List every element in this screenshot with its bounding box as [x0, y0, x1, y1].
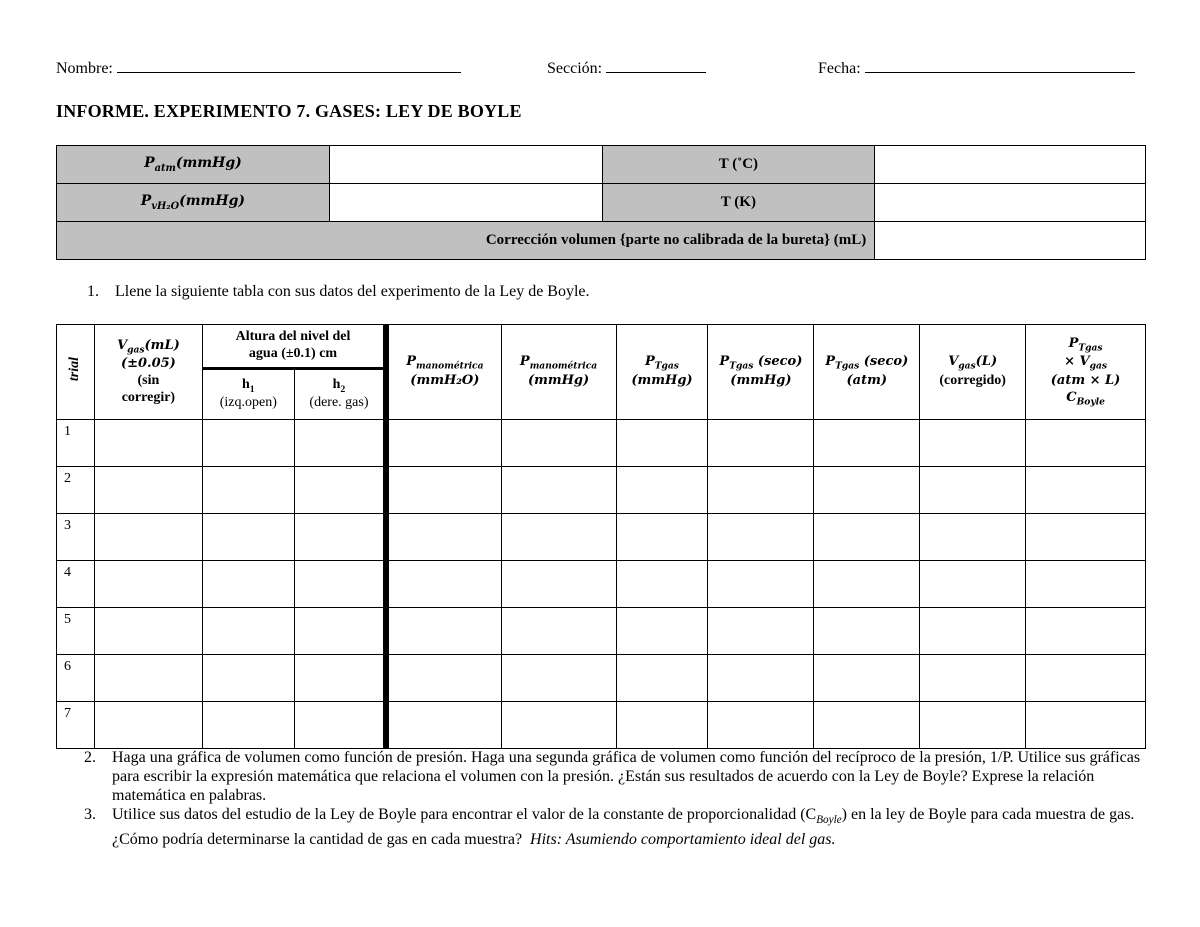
- instruction-1-text: Llene la siguiente tabla con sus datos del experimento de la Ley de Boyle.: [115, 283, 590, 300]
- data-cell[interactable]: [814, 514, 920, 561]
- data-cell[interactable]: [1026, 561, 1146, 608]
- data-cell[interactable]: [708, 702, 814, 749]
- boyle-data-table: [56, 324, 1146, 749]
- table-row: [57, 467, 1146, 514]
- data-cell[interactable]: [294, 608, 386, 655]
- data-cell[interactable]: [708, 655, 814, 702]
- data-cell[interactable]: [501, 561, 616, 608]
- nombre-blank[interactable]: [117, 58, 461, 73]
- data-cell[interactable]: [920, 420, 1026, 467]
- data-cell[interactable]: [202, 655, 294, 702]
- data-cell[interactable]: [94, 420, 202, 467]
- data-cell[interactable]: [616, 420, 708, 467]
- data-cell[interactable]: [814, 467, 920, 514]
- row-number: 1: [57, 420, 95, 467]
- data-cell[interactable]: [94, 702, 202, 749]
- data-cell[interactable]: [616, 514, 708, 561]
- data-cell[interactable]: [94, 467, 202, 514]
- data-cell[interactable]: [386, 514, 501, 561]
- row-number: 6: [57, 655, 95, 702]
- table-row: [57, 655, 1146, 702]
- instruction-3-sub: Boyle: [816, 814, 842, 827]
- data-cell[interactable]: [294, 467, 386, 514]
- data-cell[interactable]: [386, 655, 501, 702]
- data-cell[interactable]: [202, 420, 294, 467]
- data-cell[interactable]: [920, 514, 1026, 561]
- volume-correction-value-cell[interactable]: [875, 222, 1146, 260]
- data-cell[interactable]: [294, 702, 386, 749]
- data-cell[interactable]: [1026, 702, 1146, 749]
- data-cell[interactable]: [814, 655, 920, 702]
- instruction-3: [56, 805, 1146, 849]
- volume-correction-label: Corrección volumen {parte no calibrada de la bureta} (mL): [57, 222, 875, 260]
- instruction-1-number: 1.: [87, 283, 99, 300]
- instruction-2-text: Haga una gráfica de volumen como función de presión. Haga una segunda gráfica de volumen como función del recíproco de la presión, 1/P. Utilice sus gráficas para escribir la expresión matemática que relaciona el volumen con la presión. ¿Están sus resultados de acuerdo con la Ley de Boyle? Exprese la relación matemática en palabras.: [112, 749, 1141, 804]
- data-cell[interactable]: [94, 561, 202, 608]
- nombre-field: [56, 58, 461, 78]
- conditions-table: [56, 145, 1146, 260]
- instructions-list: [56, 748, 1146, 849]
- data-cell[interactable]: [814, 561, 920, 608]
- data-cell[interactable]: [294, 655, 386, 702]
- fecha-blank[interactable]: [865, 58, 1135, 73]
- data-cell[interactable]: [1026, 608, 1146, 655]
- instruction-3-text-a: Utilice sus datos del estudio de la Ley de Boyle para encontrar el valor de la constante de proporcionalidad (C: [112, 806, 817, 823]
- data-cell[interactable]: [94, 608, 202, 655]
- data-cell[interactable]: [920, 655, 1026, 702]
- data-cell[interactable]: [1026, 467, 1146, 514]
- table-row: [57, 608, 1146, 655]
- data-cell[interactable]: [1026, 420, 1146, 467]
- data-cell[interactable]: [294, 561, 386, 608]
- fecha-label: Fecha:: [818, 60, 861, 77]
- data-cell[interactable]: [708, 561, 814, 608]
- col-vgas-l-header: $V_{gas}(L)$ (corregido): [920, 325, 1026, 420]
- data-cell[interactable]: [814, 420, 920, 467]
- data-cell[interactable]: [501, 514, 616, 561]
- data-cell[interactable]: [1026, 514, 1146, 561]
- data-cell[interactable]: [202, 702, 294, 749]
- instruction-2: [56, 748, 1146, 805]
- instruction-1: [87, 283, 590, 301]
- col-pman-mmhg-header: $P_{manométrica}$ (mmHg): [501, 325, 616, 420]
- data-cell[interactable]: [386, 702, 501, 749]
- table-row: [57, 561, 1146, 608]
- row-number: 4: [57, 561, 95, 608]
- data-cell[interactable]: [386, 467, 501, 514]
- data-cell[interactable]: [386, 420, 501, 467]
- data-cell[interactable]: [920, 561, 1026, 608]
- p-vh2o-label: $P_{vH_2O}(mmHg)$: [57, 184, 330, 222]
- data-cell[interactable]: [616, 702, 708, 749]
- data-cell[interactable]: [501, 467, 616, 514]
- data-cell[interactable]: [501, 702, 616, 749]
- data-cell[interactable]: [501, 655, 616, 702]
- fecha-field: [818, 58, 1135, 78]
- row-number: 5: [57, 608, 95, 655]
- table-row: [57, 702, 1146, 749]
- data-cell[interactable]: [386, 561, 501, 608]
- instruction-3-number: 3.: [84, 806, 96, 823]
- data-cell[interactable]: [708, 608, 814, 655]
- data-cell[interactable]: [202, 608, 294, 655]
- col-vgas-ml-header: $V_{gas}(mL)$ (±0.05) (sin corregir): [94, 325, 202, 420]
- data-cell[interactable]: [616, 467, 708, 514]
- col-cboyle-header: $P_{Tgas}$ × $V_{gas}$ (atm × L) $C_{Boyle}$: [1026, 325, 1146, 420]
- t-k-label: T (K): [602, 184, 875, 222]
- data-cell[interactable]: [708, 467, 814, 514]
- instruction-2-number: 2.: [84, 749, 96, 766]
- row-number: 3: [57, 514, 95, 561]
- data-cell[interactable]: [616, 561, 708, 608]
- data-cell[interactable]: [202, 467, 294, 514]
- t-k-value-cell[interactable]: [875, 184, 1146, 222]
- data-cell[interactable]: [920, 467, 1026, 514]
- col-ptgas-seco-atm-header: $P_{Tgas}$ (seco) (atm): [814, 325, 920, 420]
- data-cell[interactable]: [920, 608, 1026, 655]
- data-cell[interactable]: [616, 608, 708, 655]
- col-pman-mmh2o-header: $P_{manométrica}$ (mmH₂O): [386, 325, 501, 420]
- col-trial-header: trial: [57, 325, 95, 420]
- data-cell[interactable]: [386, 608, 501, 655]
- p-vh2o-value-cell[interactable]: [329, 184, 602, 222]
- data-cell[interactable]: [501, 608, 616, 655]
- data-cell[interactable]: [501, 420, 616, 467]
- seccion-field: [547, 58, 706, 78]
- p-atm-value-cell[interactable]: [329, 146, 602, 184]
- row-number: 2: [57, 467, 95, 514]
- data-cell[interactable]: [202, 514, 294, 561]
- instruction-3-hint: Hits: Asumiendo comportamiento ideal del gas.: [530, 831, 836, 849]
- table-row: [57, 514, 1146, 561]
- col-altura-header: Altura del nivel del agua (±0.1) cm: [202, 325, 386, 369]
- col-h2-header: $h_2$ (dere. gas): [294, 369, 386, 420]
- t-c-value-cell[interactable]: [875, 146, 1146, 184]
- page-title: INFORME. EXPERIMENTO 7. GASES: LEY DE BOYLE: [56, 101, 522, 121]
- nombre-label: Nombre:: [56, 60, 113, 77]
- data-cell[interactable]: [294, 514, 386, 561]
- row-number: 7: [57, 702, 95, 749]
- data-cell[interactable]: [920, 702, 1026, 749]
- data-cell[interactable]: [94, 655, 202, 702]
- t-c-label: T (˚C): [602, 146, 875, 184]
- instruction-3-text-b: ) en la ley de Boyle para cada muestra de gas. ¿Cómo podría determinarse la cantidad de gas en cada muestra?: [112, 806, 1135, 849]
- data-cell[interactable]: [94, 514, 202, 561]
- data-cell[interactable]: [616, 655, 708, 702]
- data-cell[interactable]: [708, 514, 814, 561]
- data-cell[interactable]: [708, 420, 814, 467]
- data-cell[interactable]: [814, 702, 920, 749]
- table-row: [57, 420, 1146, 467]
- data-cell[interactable]: [202, 561, 294, 608]
- col-ptgas-seco-mmhg-header: $P_{Tgas}$ (seco) (mmHg): [708, 325, 814, 420]
- data-cell[interactable]: [1026, 655, 1146, 702]
- seccion-label: Sección:: [547, 60, 603, 77]
- col-h1-header: $h_1$ (izq.open): [202, 369, 294, 420]
- p-atm-label: $P_{atm}(mmHg)$: [57, 146, 330, 184]
- seccion-blank[interactable]: [606, 58, 706, 73]
- data-cell[interactable]: [294, 420, 386, 467]
- col-ptgas-mmhg-header: $P_{Tgas}$ (mmHg): [616, 325, 708, 420]
- data-cell[interactable]: [814, 608, 920, 655]
